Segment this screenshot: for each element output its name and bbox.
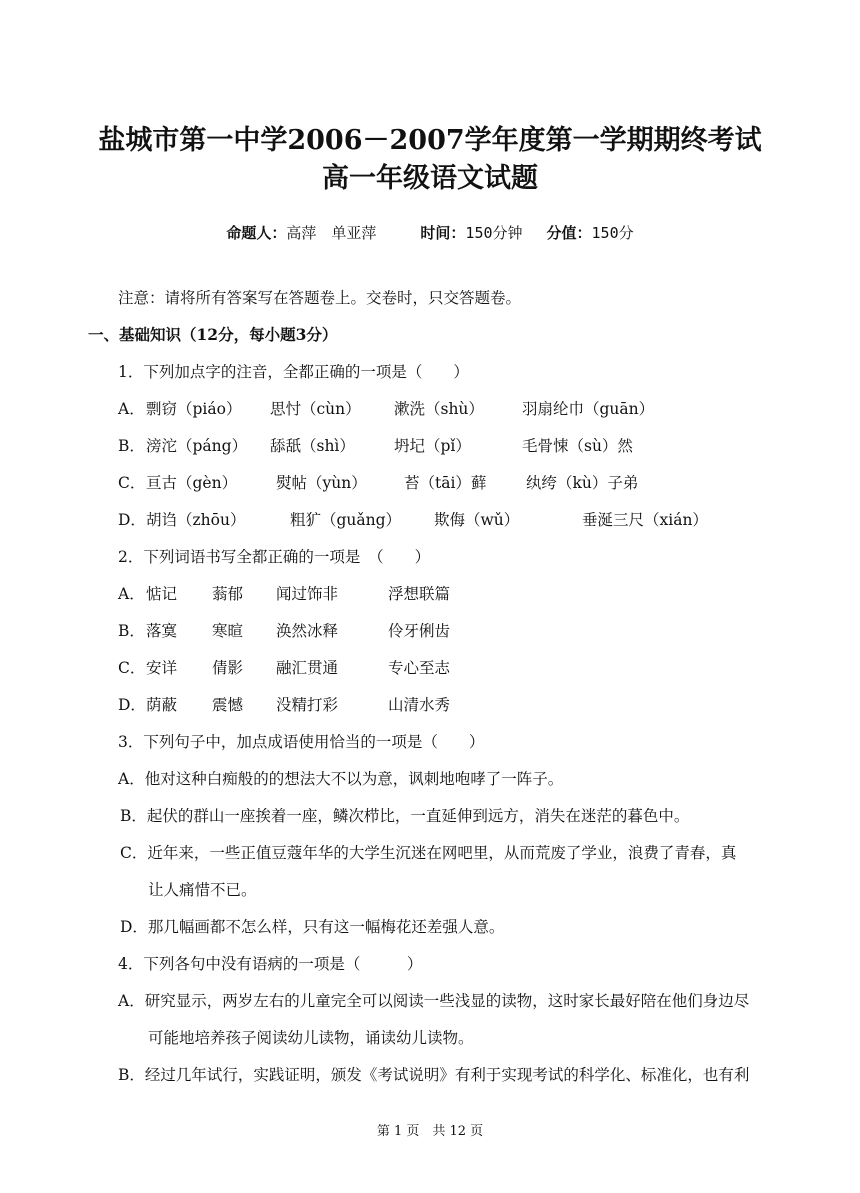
q2-option-c: C．安详 倩影 融汇贯通 专心至志 [118, 659, 451, 677]
time-label: 时间： [420, 224, 466, 242]
q1-option-b: B．滂沱（páng） 舔舐（shì） 坍圮（pǐ） 毛骨悚（sù）然 [118, 437, 633, 455]
q1-option-c: C．亘古（gèn） 熨帖（yùn） 苔（tāi）藓 纨绔（kù）子弟 [118, 474, 639, 492]
author-label: 命题人： [226, 224, 287, 242]
q4-stem: 4．下列各句中没有语病的一项是（ ） [118, 955, 423, 973]
q1-option-d: D．胡诌（zhōu） 粗犷（guǎng） 欺侮（wǔ） 垂涎三尺（xián） [118, 511, 708, 529]
author-value: 高萍 单亚萍 [286, 224, 377, 242]
q2-option-a: A．惦记 蓊郁 闻过饰非 浮想联篇 [118, 585, 451, 603]
q1-stem: 1．下列加点字的注音，全都正确的一项是（ ） [118, 363, 469, 381]
q4-option-b: B．经过几年试行，实践证明，颁发《考试说明》有利于实现考试的科学化、标准化，也有利 [118, 1066, 750, 1084]
q2-option-d: D．荫蔽 震憾 没精打彩 山清水秀 [118, 696, 451, 714]
q1-option-a: A．剽窃（piáo） 思忖（cùn） 漱洗（shù） 羽扇纶巾（guān） [118, 400, 655, 418]
section-1-title: 一、基础知识（12分，每小题3分） [88, 325, 338, 344]
q2-option-b: B．落寞 寒暄 涣然冰释 伶牙俐齿 [118, 622, 451, 640]
q4-option-a-continued: 可能地培养孩子阅读幼儿读物，诵读幼儿读物。 [148, 1029, 474, 1047]
q3-stem: 3．下列句子中，加点成语使用恰当的一项是（ ） [118, 733, 485, 751]
notice: 注意：请将所有答案写在答题卷上。交卷时，只交答题卷。 [118, 289, 522, 307]
q3-option-a: A．他对这种白痴般的的想法大不以为意，讽刺地咆哮了一阵子。 [118, 770, 564, 788]
score-value: 150分 [591, 224, 634, 242]
exam-subtitle: 高一年级语文试题 [322, 163, 538, 194]
q3-option-c: C．近年来，一些正值豆蔻年华的大学生沉迷在网吧里，从而荒废了学业，浪费了青春，真 [120, 844, 737, 862]
q4-option-a: A．研究显示，两岁左右的儿童完全可以阅读一些浅显的读物，这时家长最好陪在他们身边尽 [118, 992, 750, 1010]
score-label: 分值： [546, 224, 592, 242]
exam-info [0, 222, 860, 243]
time-value: 150分钟 [465, 224, 523, 242]
q2-stem: 2．下列词语书写全都正确的一项是 （ ） [118, 548, 431, 566]
exam-title: 盐城市第一中学2006－2007学年度第一学期期终考试 [98, 125, 762, 156]
q3-option-d: D．那几幅画都不怎么样，只有这一幅梅花还差强人意。 [120, 918, 505, 936]
page-footer: 第 1 页 共 12 页 [376, 1124, 484, 1139]
q3-option-b: B．起伏的群山一座挨着一座，鳞次栉比，一直延伸到远方，消失在迷茫的暮色中。 [120, 807, 690, 825]
q3-option-c-continued: 让人痛惜不已。 [148, 881, 257, 899]
